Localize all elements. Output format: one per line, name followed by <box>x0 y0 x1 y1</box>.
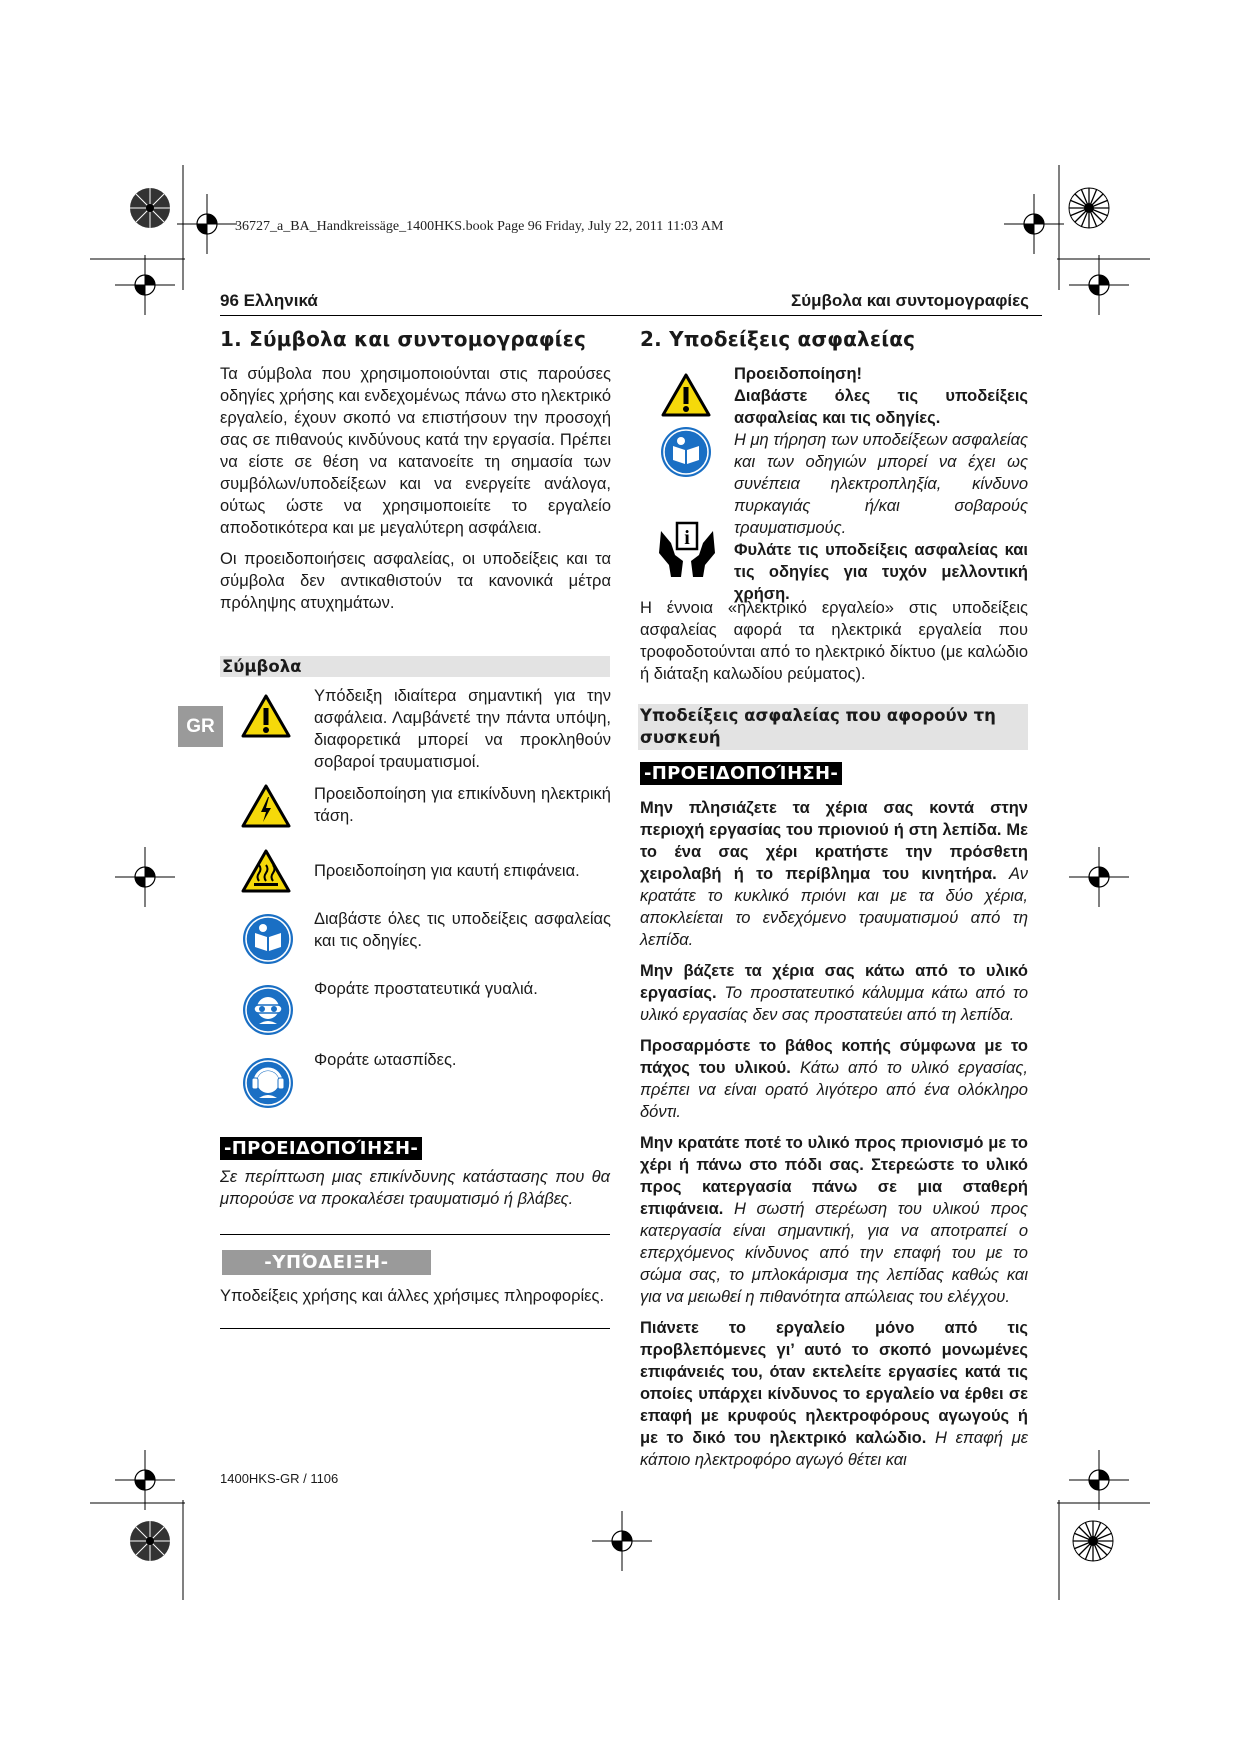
note-label: -ΥΠΌΔΕΙΞΗ- <box>222 1250 431 1275</box>
warning-bold-line: Διαβάστε όλες τις υποδείξεις ασφαλείας και τις οδηγίες. <box>734 387 1028 427</box>
note-label-wrap <box>222 1250 431 1275</box>
symbol-row <box>222 848 611 903</box>
safety-goggles-icon <box>242 984 294 1041</box>
electric-voltage-icon <box>240 783 292 834</box>
device-safety-heading: Υποδείξεις ασφαλείας που αφορούν τη συσκευή <box>638 704 1028 750</box>
symbol-row <box>222 1049 611 1111</box>
safety-paragraph: Μην βάζετε τα χέρια σας κάτω από το υλικό εργασίας. Το προστατευτικό κάλυμμα κάτω από το υλικό εργασίας δεν σας προστατεύει από τη λεπίδα. <box>640 962 1028 1024</box>
symbol-row <box>222 783 611 838</box>
warning-italic-text: Η μη τήρηση των υποδείξεων ασφαλείας και των οδηγιών μπορεί να έχει ως συνέπεια ηλεκτροπληξία, κίνδυνο πυρκαγιάς ή/και σοβαρούς τραυματισμούς. <box>734 431 1029 537</box>
header-rule <box>220 315 1042 316</box>
intro-paragraph: Οι προειδοποιήσεις ασφαλείας, οι υποδείξεις και τα σύμβολα δεν αντικαθιστούν τα κανονικά μέτρα πρόληψης ατυχημάτων. <box>220 550 611 612</box>
running-head-left: 96 Ελληνικά <box>220 291 318 310</box>
warning-block <box>734 363 1028 605</box>
symbol-row <box>222 908 611 970</box>
running-head-right: Σύμβολα και συντομογραφίες <box>791 291 1029 310</box>
warning-triangle-icon <box>240 693 292 744</box>
warning-label: -ΠΡΟΕΙΔΟΠΟΊΗΣΗ- <box>220 1137 422 1160</box>
symbol-description: Προειδοποίηση για επικίνδυνη ηλεκτρική τάση. <box>314 785 611 825</box>
symbol-description: Φοράτε προστατευτικά γυαλιά. <box>314 980 538 998</box>
safety-paragraph: Προσαρμόστε το βάθος κοπής σύμφωνα με το πάχος του υλικού. Κάτω από το υλικό εργασίας, πρέπει να είναι ορατό λιγότερο από ένα ολόκληρο δόντι. <box>640 1037 1028 1121</box>
note-text: Υποδείξεις χρήσης και άλλες χρήσιμες πληροφορίες. <box>220 1287 605 1305</box>
section-1-heading: 1. Σύμβολα και συντομογραφίες <box>220 327 587 351</box>
symbol-description: Υπόδειξη ιδιαίτερα σημαντική για την ασφάλεια. Λαμβάνετέ την πάντα υπόψη, διαφορετικά μπορεί να προκληθούν σοβαροί τραυματισμοί. <box>314 687 611 771</box>
definition-text: Η έννοια «ηλεκτρικό εργαλείο» στις υποδείξεις ασφαλείας αφορά τα ηλεκτρικά εργαλεία που τροφοδοτούνται από το ηλεκτρικό δίκτυο (με καλώδιο ή διάταξη καλωδίου ρεύματος). <box>640 599 1028 683</box>
warning-rule <box>220 1234 610 1235</box>
device-safety-text <box>640 797 1028 1480</box>
intro-paragraph: Τα σύμβολα που χρησιμοποιούνται στις παρούσες οδηγίες χρήσης και ενδεχομένως πάνω στο ηλεκτρικό εργαλείο, έχουν σκοπό να επιστήσουν την προσοχή σας σε πιθανούς κινδύνους κατά την εργασία. Πρέπει να είστε σε θέση να κατανοείτε τη σημασία των συμβόλων/υποδείξεων και να ενεργείτε ανάλογα, ούτως ώστε να χρησιμοποιείτε το εργαλείο αποδοτικότερα και με μεγαλύτερη ασφάλεια. <box>220 365 611 537</box>
keep-instructions-text: Φυλάτε τις υποδείξεις ασφαλείας και τις οδηγίες για τυχόν μελλοντική χρήση. <box>734 541 1028 603</box>
warning-text: Σε περίπτωση μιας επικίνδυνης κατάστασης που θα μπορούσε να προκαλέσει τραυματισμό ή βλάβες. <box>220 1168 610 1208</box>
warning-label-left-wrap <box>220 1137 422 1160</box>
warning-triangle-icon <box>660 372 712 423</box>
symbol-description: Διαβάστε όλες τις υποδείξεις ασφαλείας και τις οδηγίες. <box>314 910 611 950</box>
language-tab: GR <box>178 706 223 747</box>
print-header: 36727_a_BA_Handkreissäge_1400HKS.book Page 96 Friday, July 22, 2011 11:03 AM <box>235 219 724 234</box>
note-rule <box>220 1328 610 1329</box>
intro-text <box>220 363 611 623</box>
ear-protection-icon <box>242 1057 294 1114</box>
warning-title: Προειδοποίηση! <box>734 365 863 383</box>
symbol-description: Προειδοποίηση για καυτή επιφάνεια. <box>314 862 580 880</box>
safety-paragraph: Μην πλησιάζετε τα χέρια σας κοντά στην περιοχή εργασίας του πριονιού ή στη λεπίδα. Με το ένα σας χέρι κρατήστε την πρόσθετη χειρολαβή ή το περίβλημα του κινητήρα. Αν κρατάτε το κυκλικό πριόνι και με τα δύο χέρια, αποκλείεται το ενδεχόμενο τραυματισμού από τη λεπίδα. <box>640 799 1028 949</box>
symbol-row <box>222 978 611 1040</box>
symbols-heading: Σύμβολα <box>220 656 610 677</box>
hot-surface-icon <box>240 848 292 899</box>
safety-paragraph: Μην κρατάτε ποτέ το υλικό προς πριονισμό με το χέρι ή πάνω στο πόδι σας. Στερεώστε το υλικό προς κατεργασία πάνω σε μια σταθερή επιφάνεια. Η σωστή στερέωση του υλικού προς κατεργασία είναι σημαντική, για να αποτραπεί ο επερχόμενος κίνδυνος από την επαφή του με το σώμα σας, το μπλοκάρισμα της λεπίδας καθώς και για να μειωθεί η πιθανότητα απώλειας του ελέγχου. <box>640 1134 1029 1306</box>
read-manual-icon <box>242 913 294 970</box>
footer-code: 1400HKS-GR / 1106 <box>220 1471 339 1486</box>
keep-instructions-icon <box>657 521 717 584</box>
section-2-heading: 2. Υποδείξεις ασφαλείας <box>640 327 916 351</box>
read-manual-icon <box>660 426 712 483</box>
warning-label-right-wrap <box>640 762 842 785</box>
symbol-row <box>222 685 611 780</box>
svg-text:i: i <box>684 527 690 549</box>
warning-label: -ΠΡΟΕΙΔΟΠΟΊΗΣΗ- <box>640 762 842 785</box>
safety-paragraph: Πιάνετε το εργαλείο μόνο από τις προβλεπόμενες γι’ αυτό το σκοπό μονωμένες επιφάνειές του, όταν εκτελείτε εργασίες κατά τις οποίες υπάρχει κίνδυνος το εργαλείο να έρθει σε επαφή με κρυφούς ηλεκτροφόρους αγωγούς ή με το δικό του ηλεκτρικό καλώδιο. Η επαφή με κάποιο ηλεκτροφόρο αγωγό θέτει και <box>640 1319 1028 1469</box>
symbol-description: Φοράτε ωτασπίδες. <box>314 1051 457 1069</box>
